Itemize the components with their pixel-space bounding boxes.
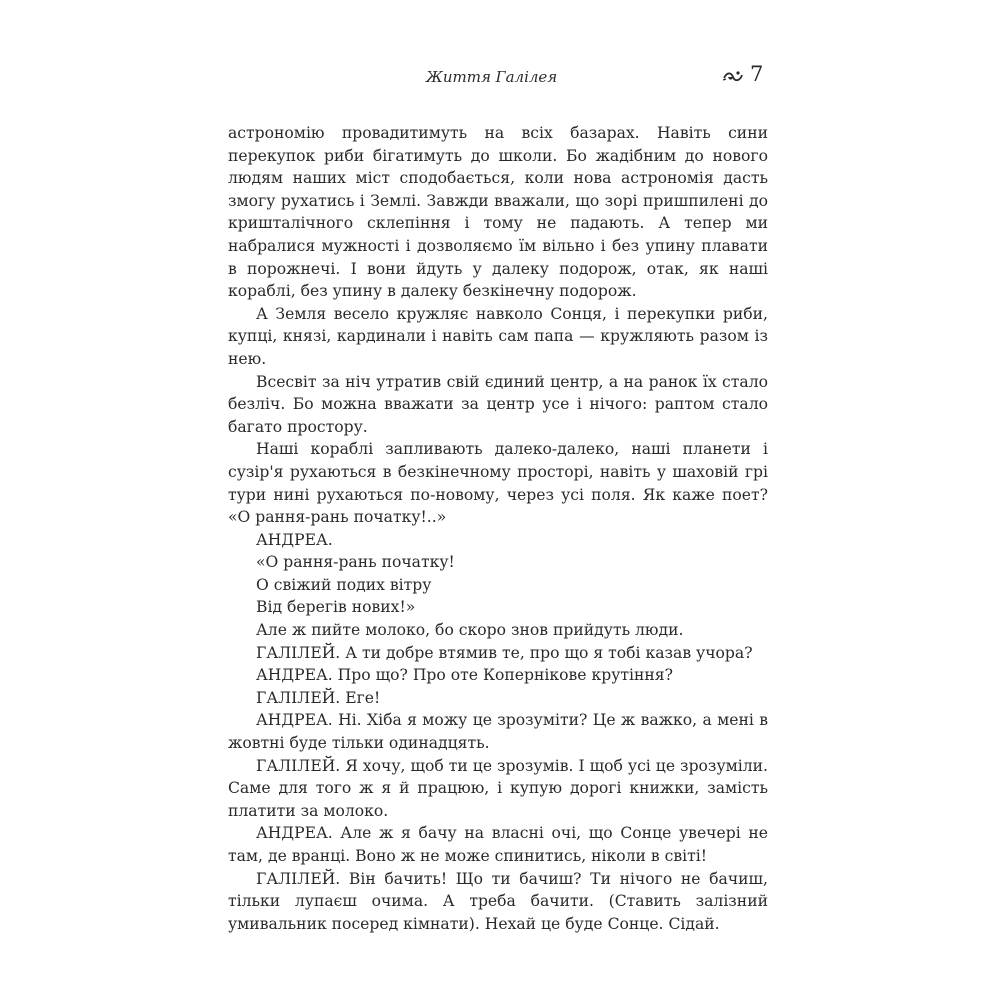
paragraph: Всесвіт за ніч утратив свій єдиний центр, а на ранок їх стало безліч. Бо можна вважати за центр усе і нічого: раптом стало багато простору. [228, 372, 768, 436]
running-title: Життя Галілея [426, 68, 558, 86]
floral-ornament-icon [722, 68, 744, 84]
verse-line: «О рання-рань початку! [256, 553, 455, 572]
speaker-line: АНДРЕА. [256, 530, 333, 549]
dialogue-line: АНДРЕА. Але ж я бачу на власні очі, що Сонце увечері не там, де вранці. Воно ж не може спинитись, ніколи в світі! [228, 824, 768, 865]
dialogue-line: ГАЛІЛЕЙ. Еге! [256, 688, 381, 707]
paragraph: Наші кораблі запливають далеко-далеко, наші планети і сузір'я рухаються в безкінечному просторі, навіть у шаховій грі тури нині рухаються по-новому, через усі поля. Як каже поет? «О рання-рань початку!..» [228, 440, 768, 527]
dialogue-line: АНДРЕА. Ні. Хіба я можу це зрозуміти? Це ж важко, а мені в жовтні буде тільки одинадцять. [228, 711, 768, 753]
dialogue-line: АНДРЕА. Про що? Про оте Копернікове крутіння? [256, 666, 673, 685]
dialogue-line: ГАЛІЛЕЙ. Я хочу, щоб ти це зрозумів. І щоб усі це зрозуміли. Саме для того ж я й працюю, і купую дорогі книжки, замість платити за молоко. [228, 756, 768, 820]
verse-line: О свіжий подих вітру [256, 575, 432, 594]
body-text [228, 122, 768, 935]
page-number: 7 [750, 62, 764, 86]
paragraph: астрономію провадитимуть на всіх базарах. Навіть сини перекупок риби бігатимуть до школи. Бо жадібним до нового людям наших міст сподобається, коли нова астрономія дасть змогу рухатись і Землі. Завжди вважали, що зорі пришпилені до кришталічного склепіння і тому не падають. А тепер ми набралися мужності і дозволяємо їм вільно і без упину плавати в порожнечі. І вони йдуть у далеку подорож, отак, як наші кораблі, без упину в далеку безкінечну подорож. [228, 124, 768, 301]
dialogue-line: ГАЛІЛЕЙ. А ти добре втямив те, про що я тобі казав учора? [256, 643, 753, 662]
page-header [226, 62, 766, 94]
verse-line: Від берегів нових!» [256, 598, 416, 617]
dialogue-line: Але ж пийте молоко, бо скоро знов прийдуть люди. [256, 621, 684, 640]
paragraph: А Земля весело кружляє навколо Сонця, і перекупки риби, купці, князі, кардинали і навіть сам папа — кружляють разом із нею. [228, 304, 768, 368]
dialogue-line: ГАЛІЛЕЙ. Він бачить! Що ти бачиш? Ти нічого не бачиш, тільки лупаєш очима. А треба бачити. (Ставить залізний умивальник посеред кімнати). Нехай це буде Сонце. Сідай. [228, 869, 768, 933]
